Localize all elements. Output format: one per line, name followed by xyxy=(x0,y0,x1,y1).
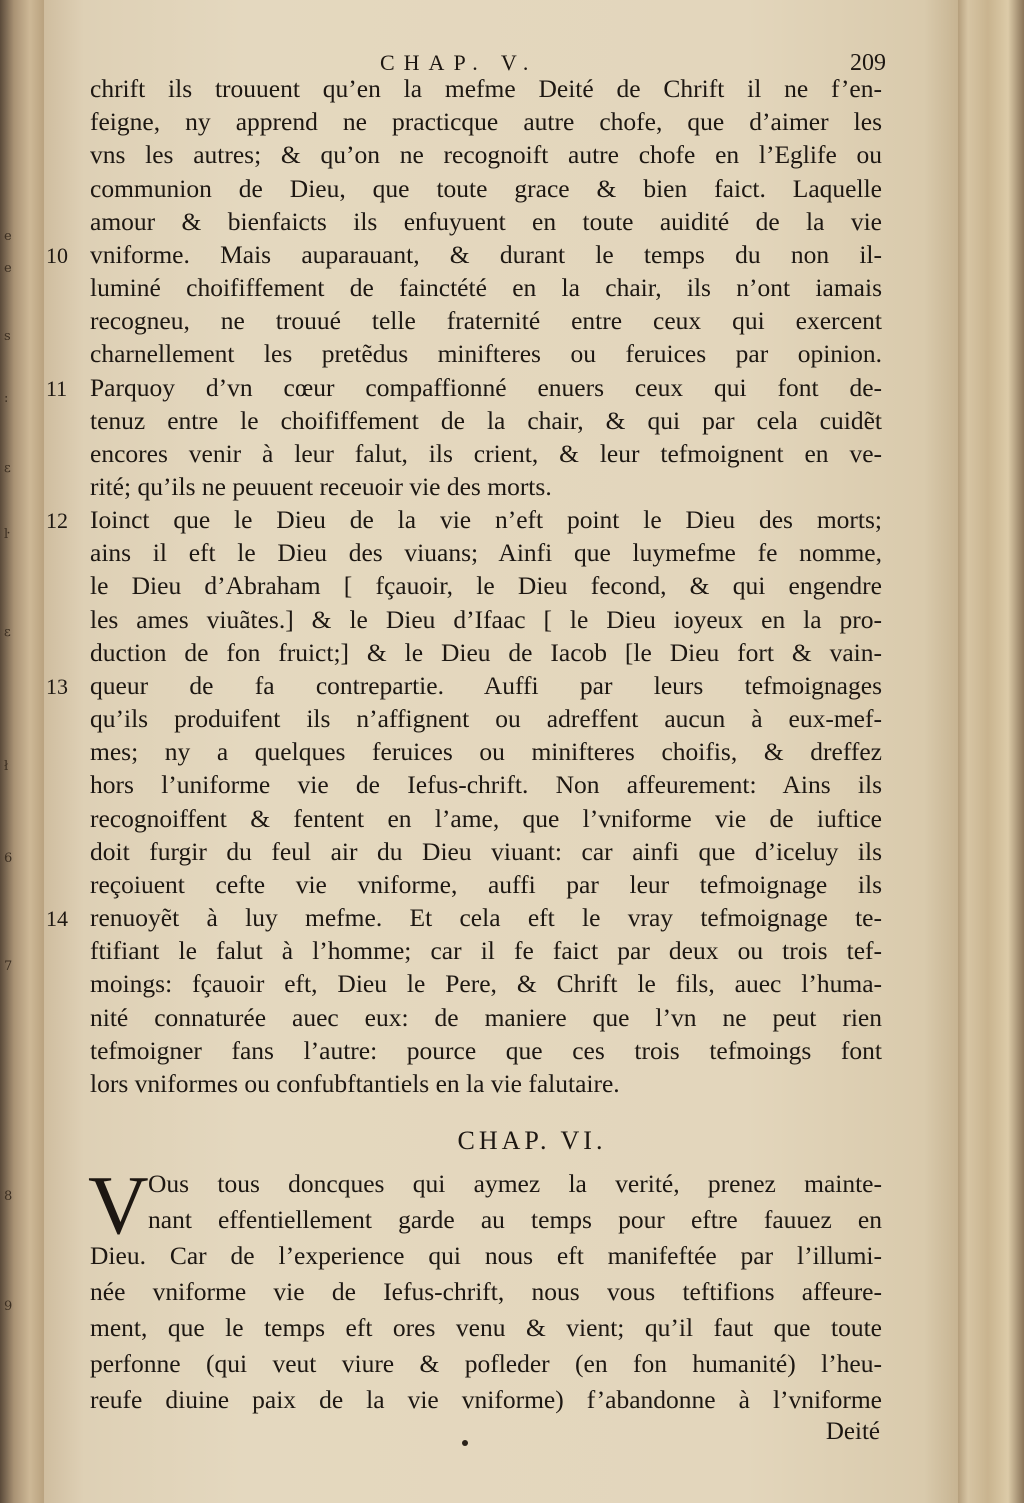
chapter-heading: CHAP. VI. xyxy=(457,1126,607,1155)
text-line: luminé choififfement de fainctété en la chair, ils n’ont iamais xyxy=(90,273,882,302)
text-line: Parquoy d’vn cœur compaffionné enuers ceux qui font de- xyxy=(90,372,882,402)
text-line: hors l’uniforme vie de Iefus-chrift. Non affeurement: Ains ils xyxy=(90,770,882,800)
verse-number: 12 xyxy=(46,508,68,534)
text-line: chrift ils trouuent qu’en la mefme Deité de Chrift il ne f’en- xyxy=(90,74,882,103)
signature-dot xyxy=(462,1440,468,1446)
text-line: feigne, ny apprend ne practicque autre chofe, que d’aimer les xyxy=(90,107,882,137)
text-line: qu’ils produifent ils n’affignent ou adreffent aucun à eux-mef- xyxy=(90,704,882,734)
text-line: vniforme. Mais auparauant, & durant le temps du non il- xyxy=(90,239,882,269)
text-line: nité connaturée auec eux: de maniere que l’vn ne peut rien xyxy=(90,1002,882,1032)
text-line: tefmoigner fans l’autre: pource que ces trois tefmoings font xyxy=(90,1035,882,1065)
text-line: communion de Dieu, que toute grace & bien faict. Laquelle xyxy=(90,173,882,203)
text-line: ment, que le temps eft ores venu & vient; qu’il faut que toute xyxy=(90,1313,882,1342)
drop-capital: V xyxy=(88,1159,149,1252)
text-line: renuoyẽt à luy mefme. Et cela eft le vray tefmoignage te- xyxy=(90,903,882,932)
text-line: lors vniformes ou confubftantiels en la vie falutaire. xyxy=(90,1068,620,1098)
text-line: ftifiant le falut à l’homme; car il fe faict par deux ou trois tef- xyxy=(90,936,882,966)
left-page-margin-marks: e e s : ε ŀ ε ł 6 7 8 9 xyxy=(4,229,13,1314)
text-line: recognoiffent & fentent en l’ame, que l’vniforme vie de iuftice xyxy=(90,803,882,833)
text-line: reçoiuent cefte vie vniforme, auffi par leur tefmoignage ils xyxy=(90,869,882,899)
text-line: perfonne (qui veut viure & pofleder (en fon humanité) l’heu- xyxy=(90,1349,882,1378)
verse-number: 14 xyxy=(46,906,68,931)
text-line: née vniforme vie de Iefus-chrift, nous vous teftifions affeure- xyxy=(90,1277,882,1306)
text-line: doit furgir du feul air du Dieu viuant: car ainfi que d’iceluy ils xyxy=(90,836,882,866)
text-line: mes; ny a quelques feruices ou minifteres choifis, & dreffez xyxy=(90,737,882,767)
text-line: Ous tous doncques qui aymez la verité, prenez mainte- xyxy=(148,1169,882,1198)
catchword: Deité xyxy=(825,1418,880,1445)
text-line: Ioinct que le Dieu de la vie n’eft point le Dieu des morts; xyxy=(90,505,882,535)
text-line: reufe diuine paix de la vie vniforme) f’abandonne à l’vniforme xyxy=(90,1385,882,1414)
verse-number: 13 xyxy=(46,673,68,699)
text-line: encores venir à leur falut, ils crient, & leur tefmoignent en ve- xyxy=(90,438,882,468)
text-line: tenuz entre le choififfement de la chair, & qui par cela cuidẽt xyxy=(90,405,882,435)
verse-number: 10 xyxy=(46,242,68,268)
running-head: CHAP. V. xyxy=(380,50,538,75)
verse-number: 11 xyxy=(46,375,68,401)
text-line: nant effentiellement garde au temps pour eftre fauuez en xyxy=(148,1205,882,1234)
text-line: le Dieu d’Abraham [ fçauoir, le Dieu fecond, & qui engendre xyxy=(90,571,882,601)
text-line: les ames viuãtes.] & le Dieu d’Ifaac [ le Dieu ioyeux en la pro- xyxy=(90,604,882,634)
text-line: queur de fa contrepartie. Auffi par leurs tefmoignages xyxy=(90,670,882,700)
text-line: moings: fçauoir eft, Dieu le Pere, & Chrift le fils, auec l’huma- xyxy=(90,969,882,999)
text-line: Dieu. Car de l’experience qui nous eft manifeftée par l’illumi- xyxy=(90,1241,882,1270)
text-line: ains il eft le Dieu des viuans; Ainfi que luymefme fe nomme, xyxy=(90,538,882,568)
text-line: duction de fon fruict;] & le Dieu de Iacob [le Dieu fort & vain- xyxy=(90,637,882,667)
text-line: charnellement les pretẽdus minifteres ou feruices par opinion. xyxy=(90,339,882,369)
text-line: recogneu, ne trouué telle fraternité entre ceux qui exercent xyxy=(90,306,882,336)
text-line: vns les autres; & qu’on ne recognoift autre chofe en l’Eglife ou xyxy=(90,140,882,170)
folio-number: 209 xyxy=(850,50,886,76)
text-line: rité; qu’ils ne peuuent receuoir vie des morts. xyxy=(90,471,552,501)
text-line: amour & bienfaicts ils enfuyuent en toute auidité de la vie xyxy=(90,206,882,236)
